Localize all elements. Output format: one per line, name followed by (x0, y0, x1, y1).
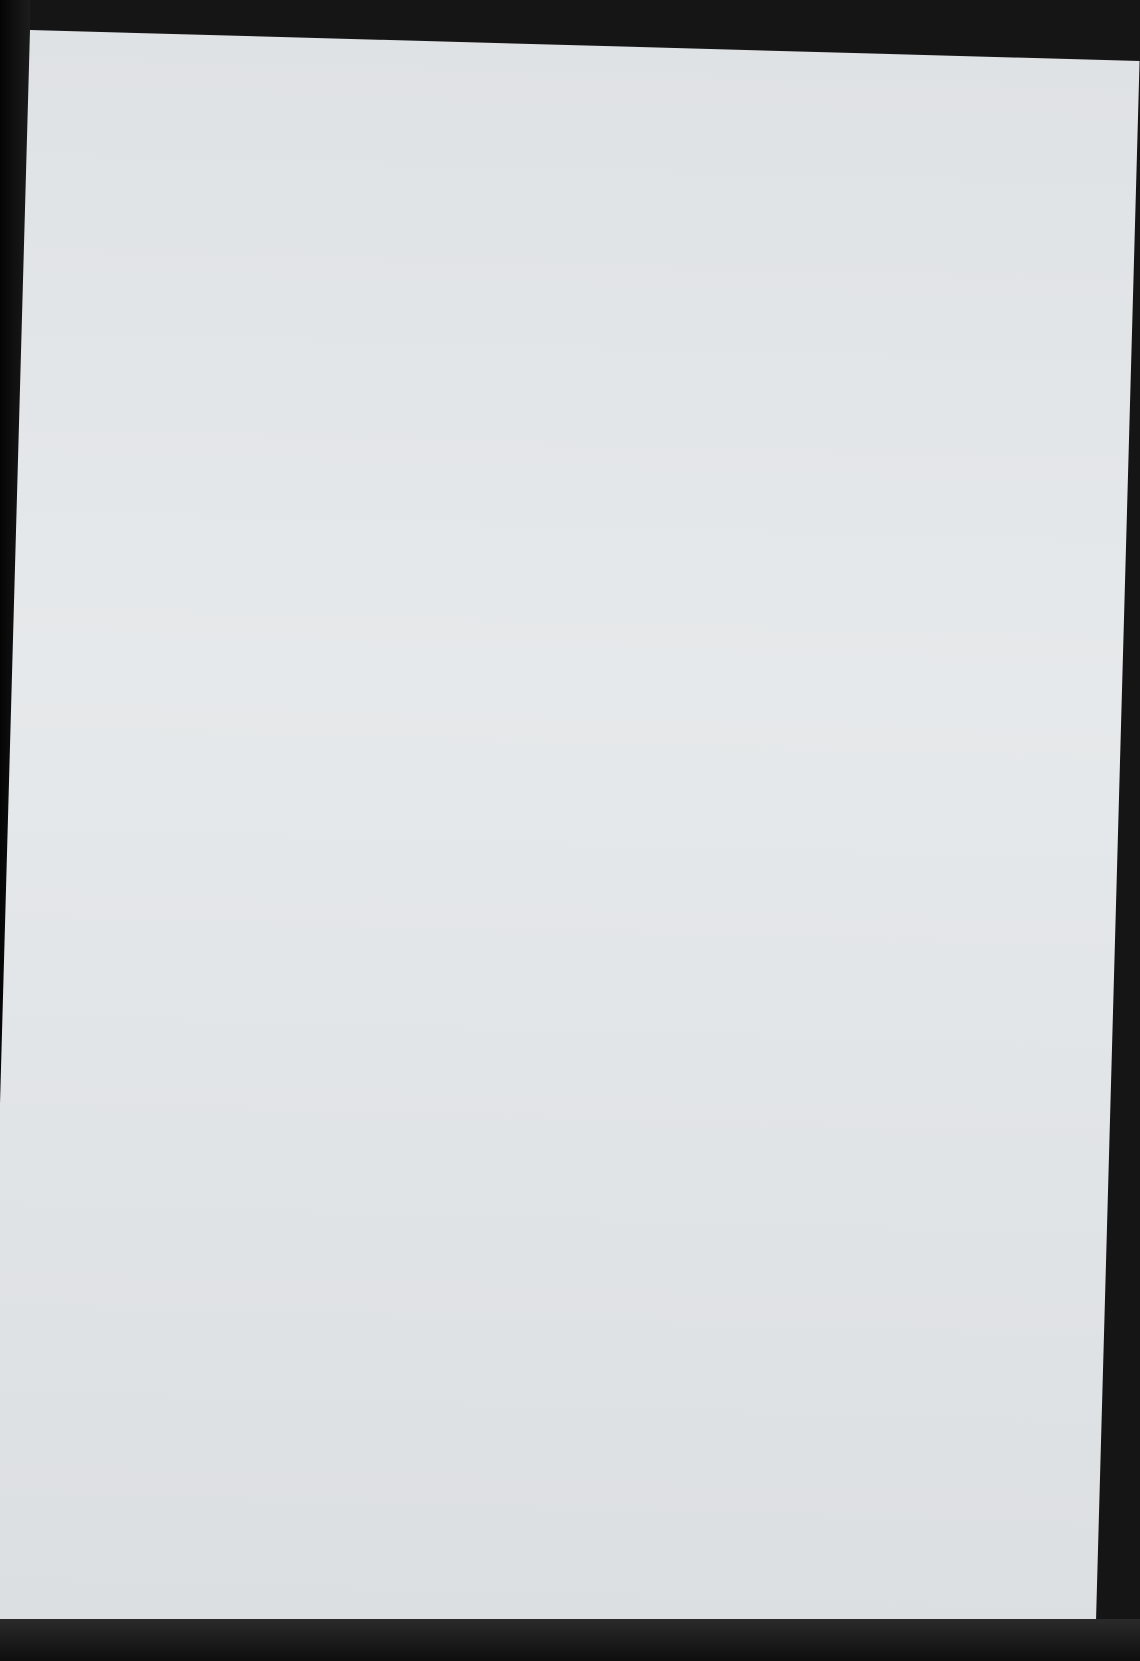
exercise-list (30, 30, 1140, 61)
device-bottom-edge (0, 1619, 1140, 1661)
worksheet-page (0, 30, 1140, 1650)
